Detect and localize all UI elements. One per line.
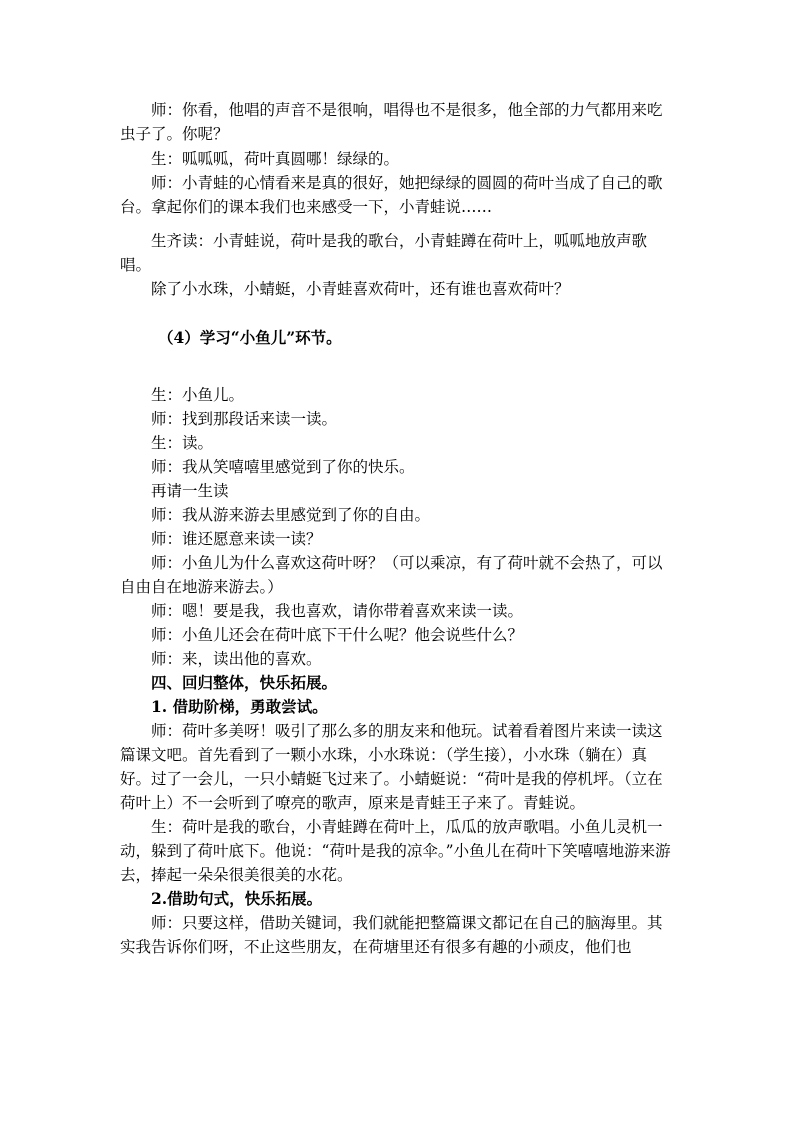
paragraph-teacher-keywords: 师：只要这样，借助关键词，我们就能把整篇课文都记在自己的脑海里。其实我告诉你们呀，不止这些朋友，在荷塘里还有很多有趣的小顽皮，他们也 — [120, 914, 663, 956]
paragraph-students-read: 生齐读：小青蛙说，荷叶是我的歌台，小青蛙蹲在荷叶上，呱呱地放声歌唱。 — [120, 232, 648, 274]
section-heading-four: 四、回归整体，快乐拓展。 — [151, 673, 338, 692]
paragraph-teacher-what-else: 师：小鱼儿还会在荷叶底下干什么呢？他会说些什么？ — [151, 626, 524, 644]
paragraph-teacher-me-too: 师：嗯！要是我，我也喜欢，请你带着喜欢来读一读。 — [151, 602, 524, 620]
paragraph-student-fish: 生：小鱼儿。 — [151, 386, 245, 404]
paragraph-teacher-lotus-beautiful: 师：荷叶多美呀！吸引了那么多的朋友来和他玩。试着看着图片来读一读这篇课文吧。首先看到了一颗小水珠，小水珠说：（学生接），小水珠（躺在）真好。过了一会儿，一只小蜻蜓飞过来了。小蜻蜓说：“荷叶是我的停机坪。（立在荷叶上）不一会听到了嘹亮的歌声，原来是青蛙王子来了。青蛙说。 — [120, 722, 663, 812]
subheading-ladder: 1. 借助阶梯，勇敢尝试。 — [151, 697, 328, 716]
paragraph-teacher-read-joy: 师：来，读出他的喜欢。 — [151, 650, 322, 668]
paragraph-another-reads: 再请一生读 — [151, 482, 229, 500]
paragraph-teacher-freedom: 师：我从游来游去里感觉到了你的自由。 — [151, 506, 431, 524]
paragraph-who-else: 除了小水珠，小蜻蜓，小青蛙喜欢荷叶，还有谁也喜欢荷叶？ — [151, 280, 570, 298]
paragraph-teacher-happy: 师：我从笑嘻嘻里感觉到了你的快乐。 — [151, 458, 415, 476]
paragraph-teacher-why-like: 师：小鱼儿为什么喜欢这荷叶呀？（可以乘凉，有了荷叶就不会热了，可以自由自在地游来游去。） — [120, 554, 663, 596]
subheading-sentence-pattern: 2.借助句式，快乐拓展。 — [151, 889, 323, 908]
paragraph-teacher-listen: 师：你看，他唱的声音不是很响，唱得也不是很多，他全部的力气都用来吃虫子了。你呢？ — [120, 101, 663, 143]
paragraph-teacher-who-willing: 师：谁还愿意来读一读？ — [151, 530, 322, 548]
paragraph-student-croak: 生：呱呱呱，荷叶真圆哪！绿绿的。 — [151, 150, 400, 168]
paragraph-student-read: 生：读。 — [151, 434, 214, 452]
paragraph-teacher-frog-mood: 师：小青蛙的心情看来是真的很好，她把绿绿的圆圆的荷叶当成了自己的歌台。拿起你们的课本我们也来感受一下，小青蛙说…… — [120, 174, 663, 216]
paragraph-teacher-find: 师：找到那段话来读一读。 — [151, 410, 338, 428]
section-heading-fish: （4）学习“小鱼儿”环节。 — [158, 328, 342, 347]
paragraph-student-song-stage: 生：荷叶是我的歌台，小青蛙蹲在荷叶上，瓜瓜的放声歌唱。小鱼儿灵机一动，躲到了荷叶底下。他说：“荷叶是我的凉伞。”小鱼儿在荷叶下笑嘻嘻地游来游去，捧起一朵朵很美很美的水花。 — [120, 818, 671, 884]
